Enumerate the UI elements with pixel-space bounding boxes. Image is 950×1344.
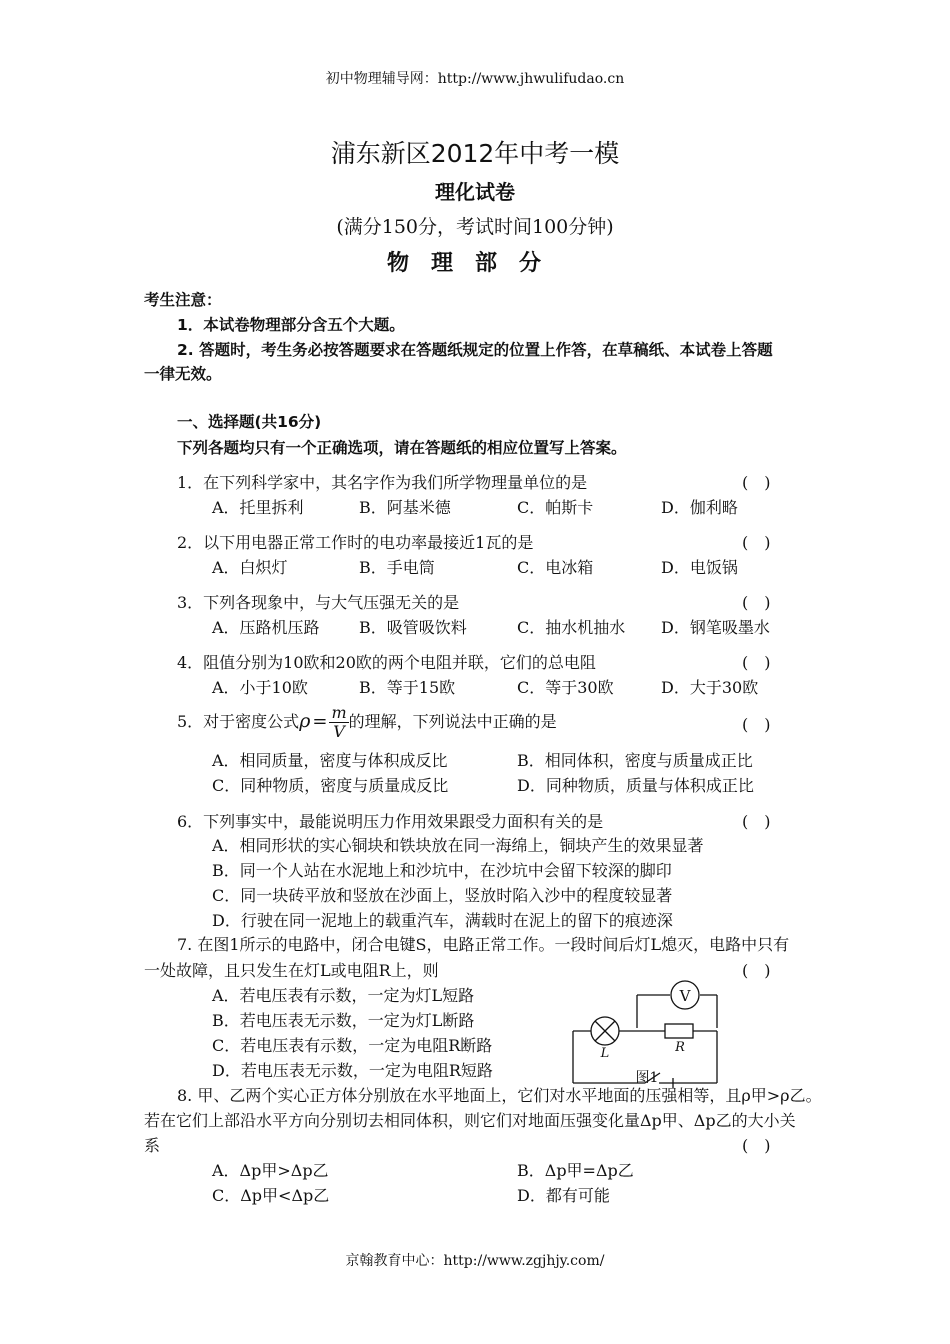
- part-title: 物理部分: [386, 251, 563, 276]
- exam-subtitle: 理化试卷: [435, 180, 515, 204]
- q7-answer-paren: ( ): [742, 961, 771, 980]
- q7-option-b: B．若电压表无示数，一定为灯L断路: [212, 1011, 475, 1030]
- resistor-label: R: [675, 1040, 685, 1055]
- q3-option-a: A．压路机压路: [212, 618, 320, 637]
- circuit-diagram: [565, 975, 725, 1090]
- q8-line3: 系: [144, 1136, 161, 1155]
- q8-option-b: B．Δp甲=Δp乙: [517, 1161, 634, 1180]
- voltmeter-label: V: [679, 987, 691, 1005]
- q5-option-d: D．同种物质，质量与体积成正比: [517, 776, 754, 795]
- q8-option-d: D．都有可能: [517, 1186, 610, 1205]
- q1-option-d: D．伽利略: [661, 498, 738, 517]
- q5-option-c: C．同种物质，密度与质量成反比: [212, 776, 449, 795]
- page-footer: 京翰教育中心：http://www.zgjhjy.com/: [345, 1253, 605, 1269]
- q7-line1: 7. 在图1所示的电路中，闭合电键S，电路正常工作。一段时间后灯L熄灭，电路中只有: [177, 935, 790, 954]
- notice-heading: 考生注意：: [144, 291, 222, 309]
- q8-line2: 若在它们上部沿水平方向分别切去相同体积，则它们对地面压强变化量Δp甲、Δp乙的大小关: [144, 1111, 796, 1130]
- notice-item-2-line1: 2. 答题时，考生务必按答题要求在答题纸规定的位置上作答，在草稿纸、本试卷上答题: [177, 341, 773, 359]
- q7-option-d: D．若电压表无示数，一定为电阻R短路: [212, 1061, 493, 1080]
- q7-line2: 一处故障，且只发生在灯L或电阻R上，则: [144, 961, 439, 980]
- q2-option-c: C．电冰箱: [517, 558, 594, 577]
- q6-option-a: A．相同形状的实心铜块和铁块放在同一海绵上，铜块产生的效果显著: [212, 836, 704, 855]
- q7-option-a: A．若电压表有示数，一定为灯L短路: [212, 986, 475, 1005]
- q5-stem-pre: 5．对于密度公式: [177, 712, 300, 731]
- q7-option-c: C．若电压表有示数，一定为电阻R断路: [212, 1036, 493, 1055]
- q5-option-a: A．相同质量，密度与体积成反比: [212, 751, 448, 770]
- density-formula-fraction: [329, 704, 348, 741]
- q3-option-c: C．抽水机抽水: [517, 618, 626, 637]
- q4-option-a: A．小于10欧: [212, 678, 308, 697]
- q3-option-b: B．吸管吸饮料: [359, 618, 467, 637]
- q4-option-c: C．等于30欧: [517, 678, 614, 697]
- q5-denominator: V: [333, 722, 345, 741]
- q5-stem: [177, 701, 557, 741]
- q2-stem: 2．以下用电器正常工作时的电功率最接近1瓦的是: [177, 533, 534, 552]
- q5-numerator: m: [331, 703, 347, 722]
- q2-answer-paren: ( ): [742, 533, 771, 552]
- q1-option-a: A．托里拆利: [212, 498, 304, 517]
- q1-answer-paren: ( ): [742, 473, 771, 492]
- q2-option-d: D．电饭锅: [661, 558, 738, 577]
- notice-item-1: 1．本试卷物理部分含五个大题。: [177, 316, 405, 334]
- q5-answer-paren: ( ): [742, 715, 771, 734]
- q8-option-c: C．Δp甲<Δp乙: [212, 1186, 330, 1205]
- exam-title: 浦东新区2012年中考一模: [330, 139, 620, 168]
- q4-answer-paren: ( ): [742, 653, 771, 672]
- q6-option-c: C．同一块砖平放和竖放在沙面上，竖放时陷入沙中的程度较显著: [212, 886, 673, 905]
- q3-option-d: D．钢笔吸墨水: [661, 618, 770, 637]
- notice-item-2-line2: 一律无效。: [144, 365, 222, 383]
- resistor-icon: [665, 1024, 693, 1038]
- q2-option-a: A．白炽灯: [212, 558, 288, 577]
- page-header: 初中物理辅导网：http://www.jhwulifudao.cn: [325, 71, 625, 87]
- lamp-icon: [591, 1017, 619, 1045]
- q3-stem: 3．下列各现象中，与大气压强无关的是: [177, 593, 460, 612]
- score-time: (满分150分，考试时间100分钟): [336, 216, 614, 238]
- q5-rho: ρ: [299, 710, 311, 732]
- q1-option-b: B．阿基米德: [359, 498, 451, 517]
- q6-answer-paren: ( ): [742, 812, 771, 831]
- q6-stem: 6．下列事实中，最能说明压力作用效果跟受力面积有关的是: [177, 812, 604, 831]
- q2-option-b: B．手电筒: [359, 558, 435, 577]
- lamp-label: L: [600, 1046, 610, 1061]
- q8-answer-paren: ( ): [742, 1136, 771, 1155]
- q6-option-d: D．行驶在同一泥地上的载重汽车，满载时在泥上的留下的痕迹深: [212, 911, 673, 930]
- q8-line1: 8. 甲、乙两个实心正方体分别放在水平地面上，它们对水平地面的压强相等，且ρ甲>ρ乙。: [177, 1086, 822, 1105]
- q3-answer-paren: ( ): [742, 593, 771, 612]
- q6-option-b: B．同一个人站在水泥地上和沙坑中，在沙坑中会留下较深的脚印: [212, 861, 672, 880]
- figure-label: 图1: [635, 1070, 659, 1086]
- q5-option-b: B．相同体积，密度与质量成正比: [517, 751, 753, 770]
- q1-stem: 1．在下列科学家中，其名字作为我们所学物理量单位的是: [177, 473, 588, 492]
- q5-stem-post: 的理解，下列说法中正确的是: [348, 712, 557, 731]
- q5-equals: =: [312, 711, 328, 732]
- section-heading: 一、选择题(共16分): [177, 413, 322, 431]
- q4-option-d: D．大于30欧: [661, 678, 759, 697]
- q8-option-a: A．Δp甲>Δp乙: [212, 1161, 329, 1180]
- q4-stem: 4．阻值分别为10欧和20欧的两个电阻并联，它们的总电阻: [177, 653, 596, 672]
- section-instruction: 下列各题均只有一个正确选项，请在答题纸的相应位置写上答案。: [177, 439, 627, 457]
- q4-option-b: B．等于15欧: [359, 678, 456, 697]
- q1-option-c: C．帕斯卡: [517, 498, 594, 517]
